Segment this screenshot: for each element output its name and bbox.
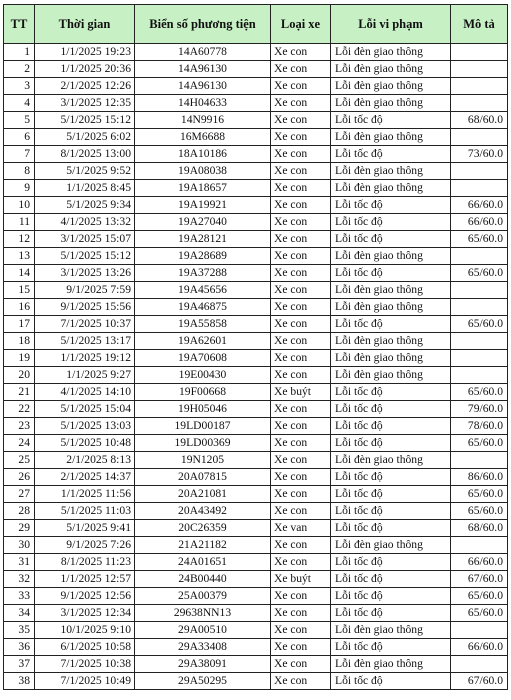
header-tt: TT xyxy=(4,5,35,44)
cell-violation: Lỗi tốc độ xyxy=(331,605,451,622)
cell-violation: Lỗi tốc độ xyxy=(331,265,451,282)
table-row xyxy=(4,282,508,299)
cell-plate: 20A07815 xyxy=(135,469,271,486)
cell-time: 5/1/2025 15:12 xyxy=(35,112,135,129)
table-row xyxy=(4,401,508,418)
cell-time: 3/1/2025 12:34 xyxy=(35,605,135,622)
cell-description xyxy=(451,282,508,299)
cell-time: 1/1/2025 12:57 xyxy=(35,571,135,588)
cell-plate: 14N9916 xyxy=(135,112,271,129)
table-row xyxy=(4,639,508,656)
cell-tt: 31 xyxy=(4,554,35,571)
cell-description: 73/60.0 xyxy=(451,146,508,163)
cell-plate: 19F00668 xyxy=(135,384,271,401)
cell-time: 5/1/2025 15:12 xyxy=(35,248,135,265)
cell-tt: 30 xyxy=(4,537,35,554)
cell-plate: 29A38091 xyxy=(135,656,271,673)
header-description: Mô tả xyxy=(451,5,508,44)
table-row xyxy=(4,214,508,231)
cell-time: 10/1/2025 9:10 xyxy=(35,622,135,639)
cell-time: 5/1/2025 6:02 xyxy=(35,129,135,146)
table-row xyxy=(4,554,508,571)
cell-plate: 19A46875 xyxy=(135,299,271,316)
cell-time: 4/1/2025 14:10 xyxy=(35,384,135,401)
cell-time: 7/1/2025 10:37 xyxy=(35,316,135,333)
cell-violation: Lỗi đèn giao thông xyxy=(331,78,451,95)
cell-description: 65/60.0 xyxy=(451,265,508,282)
cell-violation: Lỗi tốc độ xyxy=(331,486,451,503)
cell-plate: 25A00379 xyxy=(135,588,271,605)
cell-description: 79/60.0 xyxy=(451,401,508,418)
cell-time: 9/1/2025 7:59 xyxy=(35,282,135,299)
cell-description: 67/60.0 xyxy=(451,673,508,690)
cell-time: 7/1/2025 10:49 xyxy=(35,673,135,690)
violations-table xyxy=(3,4,508,690)
cell-vehicle-type: Xe con xyxy=(271,44,331,61)
cell-tt: 33 xyxy=(4,588,35,605)
cell-tt: 11 xyxy=(4,214,35,231)
table-row xyxy=(4,673,508,690)
cell-tt: 32 xyxy=(4,571,35,588)
cell-plate: 20C26359 xyxy=(135,520,271,537)
cell-time: 5/1/2025 15:04 xyxy=(35,401,135,418)
cell-violation: Lỗi đèn giao thông xyxy=(331,61,451,78)
table-row xyxy=(4,146,508,163)
table-row xyxy=(4,197,508,214)
cell-violation: Lỗi tốc độ xyxy=(331,520,451,537)
cell-tt: 26 xyxy=(4,469,35,486)
cell-tt: 37 xyxy=(4,656,35,673)
cell-tt: 27 xyxy=(4,486,35,503)
table-row xyxy=(4,61,508,78)
table-row xyxy=(4,588,508,605)
cell-vehicle-type: Xe buýt xyxy=(271,571,331,588)
cell-tt: 34 xyxy=(4,605,35,622)
cell-plate: 19A19921 xyxy=(135,197,271,214)
cell-description: 86/60.0 xyxy=(451,469,508,486)
cell-plate: 19A28121 xyxy=(135,231,271,248)
cell-time: 9/1/2025 12:56 xyxy=(35,588,135,605)
cell-vehicle-type: Xe con xyxy=(271,61,331,78)
cell-time: 1/1/2025 9:27 xyxy=(35,367,135,384)
cell-time: 5/1/2025 13:17 xyxy=(35,333,135,350)
cell-tt: 22 xyxy=(4,401,35,418)
cell-description: 65/60.0 xyxy=(451,316,508,333)
cell-description xyxy=(451,452,508,469)
cell-description: 65/60.0 xyxy=(451,435,508,452)
cell-time: 8/1/2025 13:00 xyxy=(35,146,135,163)
cell-vehicle-type: Xe con xyxy=(271,299,331,316)
cell-plate: 29A00510 xyxy=(135,622,271,639)
cell-vehicle-type: Xe con xyxy=(271,163,331,180)
cell-vehicle-type: Xe con xyxy=(271,350,331,367)
cell-plate: 19LD00187 xyxy=(135,418,271,435)
cell-description: 65/60.0 xyxy=(451,503,508,520)
cell-violation: Lỗi tốc độ xyxy=(331,401,451,418)
cell-tt: 36 xyxy=(4,639,35,656)
cell-violation: Lỗi đèn giao thông xyxy=(331,44,451,61)
cell-description xyxy=(451,333,508,350)
table-row xyxy=(4,231,508,248)
cell-description: 65/60.0 xyxy=(451,231,508,248)
cell-vehicle-type: Xe con xyxy=(271,554,331,571)
cell-tt: 17 xyxy=(4,316,35,333)
cell-vehicle-type: Xe con xyxy=(271,503,331,520)
cell-plate: 20A43492 xyxy=(135,503,271,520)
cell-plate: 19A28689 xyxy=(135,248,271,265)
cell-plate: 19N1205 xyxy=(135,452,271,469)
cell-violation: Lỗi đèn giao thông xyxy=(331,622,451,639)
cell-tt: 13 xyxy=(4,248,35,265)
cell-plate: 19A45656 xyxy=(135,282,271,299)
cell-time: 1/1/2025 19:23 xyxy=(35,44,135,61)
cell-violation: Lỗi tốc độ xyxy=(331,418,451,435)
cell-plate: 14A96130 xyxy=(135,78,271,95)
cell-tt: 28 xyxy=(4,503,35,520)
cell-plate: 19A62601 xyxy=(135,333,271,350)
cell-vehicle-type: Xe con xyxy=(271,333,331,350)
cell-tt: 21 xyxy=(4,384,35,401)
cell-vehicle-type: Xe con xyxy=(271,316,331,333)
cell-tt: 16 xyxy=(4,299,35,316)
cell-plate: 29A50295 xyxy=(135,673,271,690)
cell-tt: 29 xyxy=(4,520,35,537)
cell-violation: Lỗi tốc độ xyxy=(331,469,451,486)
table-row xyxy=(4,537,508,554)
cell-plate: 29A33408 xyxy=(135,639,271,656)
cell-tt: 3 xyxy=(4,78,35,95)
cell-description: 68/60.0 xyxy=(451,112,508,129)
table-row xyxy=(4,418,508,435)
cell-time: 5/1/2025 9:52 xyxy=(35,163,135,180)
cell-vehicle-type: Xe con xyxy=(271,282,331,299)
cell-plate: 14A60778 xyxy=(135,44,271,61)
cell-plate: 19A18657 xyxy=(135,180,271,197)
cell-violation: Lỗi tốc độ xyxy=(331,673,451,690)
cell-description xyxy=(451,299,508,316)
cell-violation: Lỗi đèn giao thông xyxy=(331,350,451,367)
violations-sheet xyxy=(3,4,507,690)
table-row xyxy=(4,571,508,588)
table-row xyxy=(4,452,508,469)
cell-time: 2/1/2025 14:37 xyxy=(35,469,135,486)
table-row xyxy=(4,163,508,180)
cell-vehicle-type: Xe con xyxy=(271,248,331,265)
cell-violation: Lỗi đèn giao thông xyxy=(331,95,451,112)
cell-time: 3/1/2025 13:26 xyxy=(35,265,135,282)
table-row xyxy=(4,520,508,537)
cell-vehicle-type: Xe con xyxy=(271,673,331,690)
cell-violation: Lỗi tốc độ xyxy=(331,316,451,333)
cell-vehicle-type: Xe con xyxy=(271,452,331,469)
cell-time: 2/1/2025 8:13 xyxy=(35,452,135,469)
cell-description: 66/60.0 xyxy=(451,214,508,231)
table-row xyxy=(4,333,508,350)
cell-vehicle-type: Xe con xyxy=(271,656,331,673)
cell-description xyxy=(451,129,508,146)
header-violation: Lỗi vi phạm xyxy=(331,5,451,44)
cell-plate: 19A55858 xyxy=(135,316,271,333)
cell-description xyxy=(451,622,508,639)
cell-vehicle-type: Xe con xyxy=(271,214,331,231)
cell-plate: 24B00440 xyxy=(135,571,271,588)
cell-violation: Lỗi đèn giao thông xyxy=(331,129,451,146)
table-row xyxy=(4,180,508,197)
cell-vehicle-type: Xe con xyxy=(271,622,331,639)
cell-time: 5/1/2025 11:03 xyxy=(35,503,135,520)
cell-violation: Lỗi tốc độ xyxy=(331,197,451,214)
cell-violation: Lỗi tốc độ xyxy=(331,384,451,401)
cell-tt: 8 xyxy=(4,163,35,180)
cell-vehicle-type: Xe con xyxy=(271,95,331,112)
cell-vehicle-type: Xe con xyxy=(271,112,331,129)
cell-plate: 19A37288 xyxy=(135,265,271,282)
cell-description xyxy=(451,537,508,554)
cell-violation: Lỗi tốc độ xyxy=(331,146,451,163)
cell-tt: 15 xyxy=(4,282,35,299)
cell-violation: Lỗi đèn giao thông xyxy=(331,180,451,197)
cell-description: 78/60.0 xyxy=(451,418,508,435)
cell-tt: 20 xyxy=(4,367,35,384)
cell-description: 67/60.0 xyxy=(451,571,508,588)
table-row xyxy=(4,316,508,333)
cell-violation: Lỗi tốc độ xyxy=(331,112,451,129)
cell-violation: Lỗi tốc độ xyxy=(331,231,451,248)
cell-time: 9/1/2025 7:26 xyxy=(35,537,135,554)
table-row xyxy=(4,605,508,622)
cell-tt: 7 xyxy=(4,146,35,163)
cell-time: 5/1/2025 10:48 xyxy=(35,435,135,452)
cell-tt: 9 xyxy=(4,180,35,197)
header-time: Thời gian xyxy=(35,5,135,44)
cell-vehicle-type: Xe con xyxy=(271,639,331,656)
cell-time: 9/1/2025 15:56 xyxy=(35,299,135,316)
cell-vehicle-type: Xe con xyxy=(271,401,331,418)
cell-plate: 19H05046 xyxy=(135,401,271,418)
cell-vehicle-type: Xe con xyxy=(271,231,331,248)
table-row xyxy=(4,129,508,146)
cell-violation: Lỗi đèn giao thông xyxy=(331,656,451,673)
cell-plate: 18A10186 xyxy=(135,146,271,163)
cell-tt: 19 xyxy=(4,350,35,367)
cell-time: 5/1/2025 9:41 xyxy=(35,520,135,537)
cell-time: 1/1/2025 8:45 xyxy=(35,180,135,197)
table-row xyxy=(4,469,508,486)
cell-description xyxy=(451,61,508,78)
cell-description xyxy=(451,248,508,265)
cell-tt: 14 xyxy=(4,265,35,282)
cell-vehicle-type: Xe con xyxy=(271,78,331,95)
cell-tt: 38 xyxy=(4,673,35,690)
cell-time: 3/1/2025 15:07 xyxy=(35,231,135,248)
cell-description xyxy=(451,95,508,112)
cell-description: 65/60.0 xyxy=(451,588,508,605)
table-row xyxy=(4,265,508,282)
table-row xyxy=(4,44,508,61)
table-row xyxy=(4,656,508,673)
cell-vehicle-type: Xe con xyxy=(271,435,331,452)
cell-plate: 19A70608 xyxy=(135,350,271,367)
cell-description xyxy=(451,44,508,61)
cell-tt: 5 xyxy=(4,112,35,129)
cell-time: 4/1/2025 13:32 xyxy=(35,214,135,231)
cell-vehicle-type: Xe con xyxy=(271,146,331,163)
table-row xyxy=(4,350,508,367)
cell-vehicle-type: Xe con xyxy=(271,197,331,214)
cell-tt: 4 xyxy=(4,95,35,112)
header-plate: Biển số phương tiện xyxy=(135,5,271,44)
cell-tt: 2 xyxy=(4,61,35,78)
cell-time: 8/1/2025 11:23 xyxy=(35,554,135,571)
cell-violation: Lỗi đèn giao thông xyxy=(331,248,451,265)
table-row xyxy=(4,622,508,639)
cell-description xyxy=(451,367,508,384)
cell-plate: 19LD00369 xyxy=(135,435,271,452)
cell-violation: Lỗi tốc độ xyxy=(331,435,451,452)
cell-violation: Lỗi đèn giao thông xyxy=(331,333,451,350)
cell-description xyxy=(451,180,508,197)
cell-tt: 10 xyxy=(4,197,35,214)
cell-time: 5/1/2025 13:03 xyxy=(35,418,135,435)
cell-violation: Lỗi tốc độ xyxy=(331,639,451,656)
cell-vehicle-type: Xe con xyxy=(271,588,331,605)
cell-violation: Lỗi tốc độ xyxy=(331,554,451,571)
cell-plate: 29638NN13 xyxy=(135,605,271,622)
cell-time: 5/1/2025 9:34 xyxy=(35,197,135,214)
cell-vehicle-type: Xe con xyxy=(271,180,331,197)
cell-description: 66/60.0 xyxy=(451,197,508,214)
cell-violation: Lỗi tốc độ xyxy=(331,571,451,588)
cell-vehicle-type: Xe con xyxy=(271,418,331,435)
cell-tt: 23 xyxy=(4,418,35,435)
cell-description: 65/60.0 xyxy=(451,605,508,622)
cell-tt: 24 xyxy=(4,435,35,452)
cell-description: 66/60.0 xyxy=(451,639,508,656)
cell-violation: Lỗi tốc độ xyxy=(331,503,451,520)
cell-description xyxy=(451,350,508,367)
cell-tt: 18 xyxy=(4,333,35,350)
table-row xyxy=(4,486,508,503)
table-row xyxy=(4,367,508,384)
cell-description: 65/60.0 xyxy=(451,384,508,401)
cell-violation: Lỗi tốc độ xyxy=(331,214,451,231)
cell-violation: Lỗi đèn giao thông xyxy=(331,282,451,299)
cell-description xyxy=(451,78,508,95)
header-row xyxy=(4,5,508,44)
table-body xyxy=(4,44,508,690)
table-row xyxy=(4,384,508,401)
table-row xyxy=(4,78,508,95)
cell-plate: 14A96130 xyxy=(135,61,271,78)
header-vehicle-type: Loại xe xyxy=(271,5,331,44)
cell-vehicle-type: Xe con xyxy=(271,469,331,486)
cell-vehicle-type: Xe buýt xyxy=(271,384,331,401)
cell-time: 1/1/2025 19:12 xyxy=(35,350,135,367)
cell-vehicle-type: Xe con xyxy=(271,605,331,622)
cell-plate: 19A08038 xyxy=(135,163,271,180)
cell-description xyxy=(451,656,508,673)
cell-description: 65/60.0 xyxy=(451,486,508,503)
cell-time: 3/1/2025 12:35 xyxy=(35,95,135,112)
cell-tt: 35 xyxy=(4,622,35,639)
cell-plate: 24A01651 xyxy=(135,554,271,571)
cell-description: 68/60.0 xyxy=(451,520,508,537)
cell-vehicle-type: Xe con xyxy=(271,265,331,282)
table-row xyxy=(4,95,508,112)
cell-tt: 25 xyxy=(4,452,35,469)
cell-tt: 1 xyxy=(4,44,35,61)
cell-time: 7/1/2025 10:38 xyxy=(35,656,135,673)
cell-violation: Lỗi đèn giao thông xyxy=(331,299,451,316)
table-row xyxy=(4,435,508,452)
cell-violation: Lỗi tốc độ xyxy=(331,588,451,605)
cell-time: 1/1/2025 11:56 xyxy=(35,486,135,503)
cell-time: 1/1/2025 20:36 xyxy=(35,61,135,78)
table-row xyxy=(4,503,508,520)
cell-vehicle-type: Xe con xyxy=(271,129,331,146)
cell-time: 6/1/2025 10:58 xyxy=(35,639,135,656)
cell-tt: 6 xyxy=(4,129,35,146)
cell-plate: 19E00430 xyxy=(135,367,271,384)
cell-description xyxy=(451,163,508,180)
cell-plate: 16M6688 xyxy=(135,129,271,146)
cell-violation: Lỗi đèn giao thông xyxy=(331,452,451,469)
cell-vehicle-type: Xe van xyxy=(271,520,331,537)
cell-violation: Lỗi đèn giao thông xyxy=(331,163,451,180)
cell-time: 2/1/2025 12:26 xyxy=(35,78,135,95)
cell-plate: 14H04633 xyxy=(135,95,271,112)
cell-violation: Lỗi đèn giao thông xyxy=(331,367,451,384)
cell-vehicle-type: Xe con xyxy=(271,537,331,554)
cell-plate: 20A21081 xyxy=(135,486,271,503)
table-row xyxy=(4,112,508,129)
cell-plate: 19A27040 xyxy=(135,214,271,231)
table-row xyxy=(4,299,508,316)
cell-vehicle-type: Xe con xyxy=(271,486,331,503)
cell-description: 66/60.0 xyxy=(451,554,508,571)
cell-plate: 21A21182 xyxy=(135,537,271,554)
cell-tt: 12 xyxy=(4,231,35,248)
table-row xyxy=(4,248,508,265)
cell-violation: Lỗi đèn giao thông xyxy=(331,537,451,554)
cell-vehicle-type: Xe con xyxy=(271,367,331,384)
